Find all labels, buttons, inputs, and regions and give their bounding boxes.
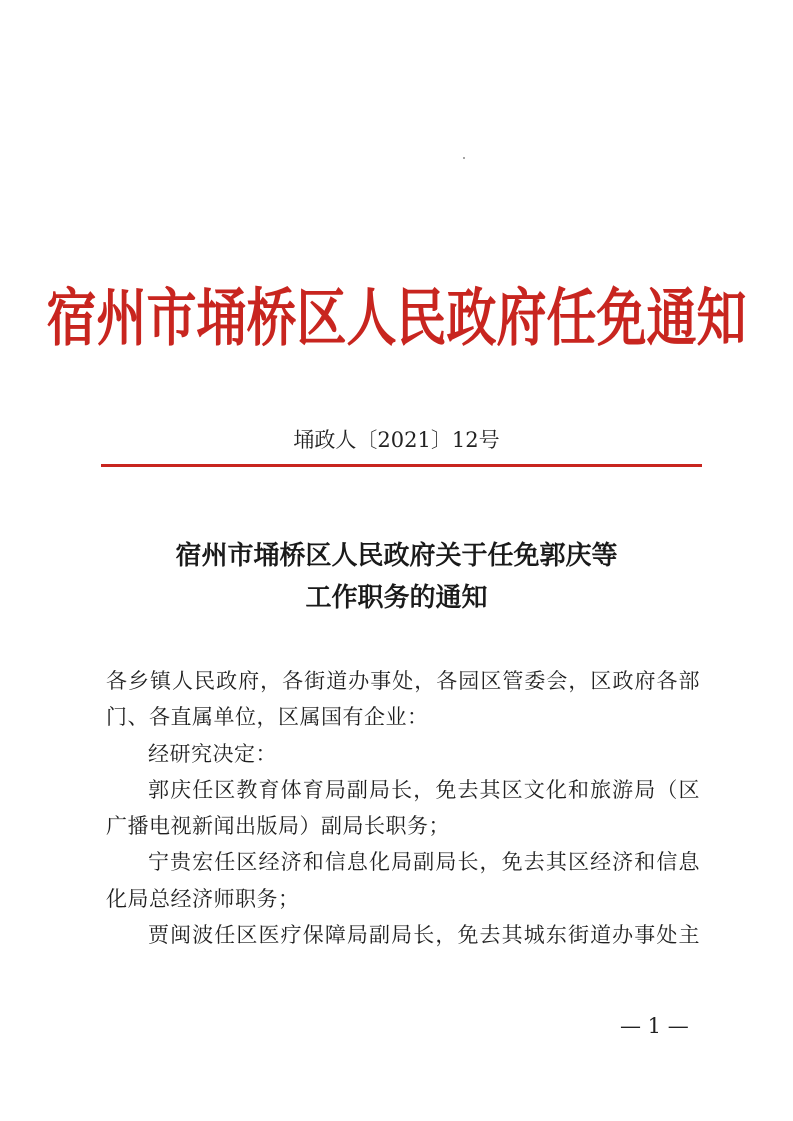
body-line-1: 各乡镇人民政府，各街道办事处，各园区管委会，区政府各部 bbox=[106, 669, 700, 693]
title-line-2: 工作职务的通知 bbox=[305, 583, 488, 613]
body-line-2: 门、各直属单位，区属国有企业： bbox=[106, 705, 429, 730]
document-body bbox=[106, 663, 700, 953]
body-line-8: 贾闽波任区医疗保障局副局长，免去其城东街道办事处主 bbox=[148, 923, 700, 948]
body-line-4: 郭庆任区教育体育局副局长，免去其区文化和旅游局（区 bbox=[148, 777, 700, 802]
page-number: — 1 — bbox=[620, 1014, 689, 1038]
body-line-6: 宁贵宏任区经济和信息化局副局长，免去其区经济和信息 bbox=[148, 850, 700, 875]
red-divider-line bbox=[101, 464, 702, 467]
body-line-5: 广播电视新闻出版局）副局长职务； bbox=[106, 814, 450, 839]
document-title bbox=[0, 535, 793, 619]
body-line-3: 经研究决定： bbox=[148, 741, 277, 766]
title-line-1: 宿州市埇桥区人民政府关于任免郭庆等 bbox=[175, 541, 618, 571]
scan-speck bbox=[463, 157, 465, 159]
body-line-7: 化局总经济师职务； bbox=[106, 886, 300, 911]
document-number: 埇政人〔2021〕12号 bbox=[293, 428, 500, 452]
red-header-title: 宿州市埇桥区人民政府任免通知 bbox=[46, 280, 747, 355]
